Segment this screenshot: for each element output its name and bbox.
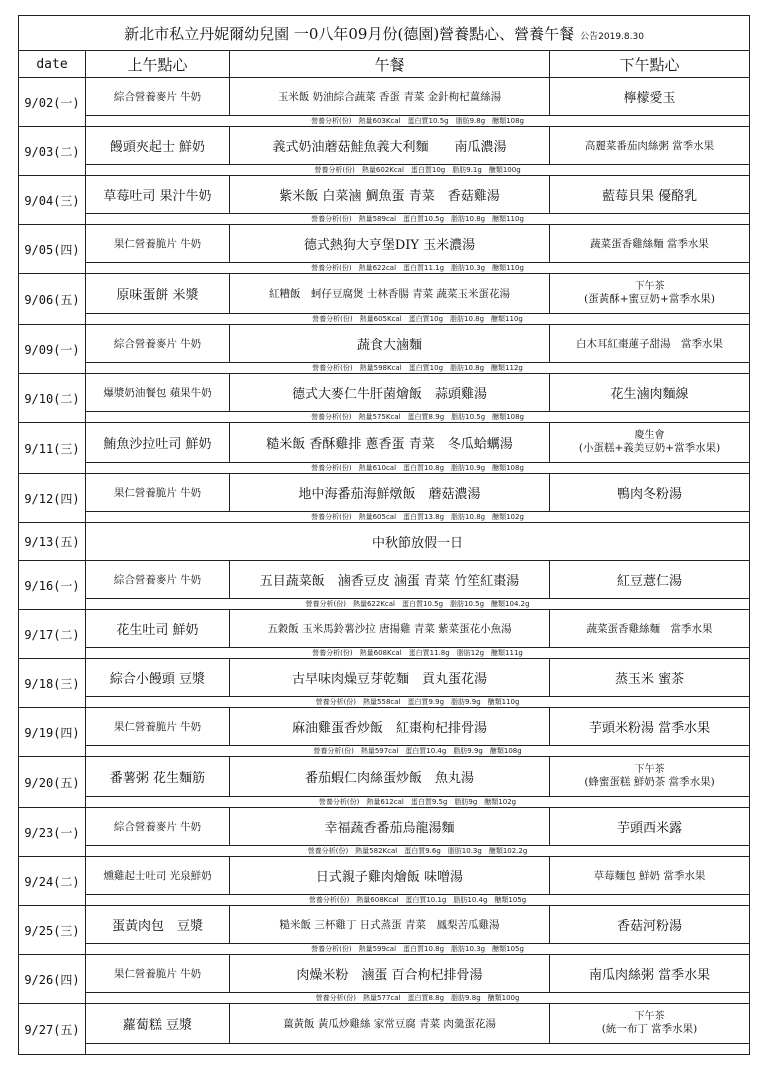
am-snack: 綜合小饅頭 豆漿 xyxy=(86,659,230,697)
pm-snack: 蒸玉米 蜜茶 xyxy=(550,659,750,697)
notice-date: 公告2019.8.30 xyxy=(580,31,644,42)
menu-row xyxy=(19,523,750,561)
menu-row xyxy=(19,78,750,116)
pm-snack: 蔬菜蛋香雞絲麵 當季水果 xyxy=(550,610,750,648)
row-date: 9/20(五) xyxy=(19,757,86,808)
nutrition-info: 營養分析(份) 熱量605Kcal 蛋白質10g 脂肪10.8g 醣類110g xyxy=(86,314,750,325)
menu-row xyxy=(19,1004,750,1044)
lunch-menu: 德式熱狗大亨堡DIY 玉米濃湯 xyxy=(230,225,550,263)
nutrition-row xyxy=(19,648,750,659)
nutrition-row xyxy=(19,263,750,274)
nutrition-row xyxy=(19,512,750,523)
am-snack: 燻雞起士吐司 光泉鮮奶 xyxy=(86,857,230,895)
lunch-menu: 麻油雞蛋香炒飯 紅棗枸杞排骨湯 xyxy=(230,708,550,746)
nutrition-info: 營養分析(份) 熱量622cal 蛋白質11.1g 脂肪10.3g 醣類110g xyxy=(86,263,750,274)
page-title xyxy=(19,16,750,51)
nutrition-info: 營養分析(份) 熱量598Kcal 蛋白質10g 脂肪10.8g 醣類112g xyxy=(86,363,750,374)
menu-row xyxy=(19,857,750,895)
lunch-menu: 五目蔬菜飯 滷香豆皮 滷蛋 青菜 竹笙紅棗湯 xyxy=(230,561,550,599)
pm-snack: 草莓麵包 鮮奶 當季水果 xyxy=(550,857,750,895)
menu-row xyxy=(19,474,750,512)
nutrition-info: 營養分析(份) 熱量612cal 蛋白質9.5g 脂肪9g 醣類102g xyxy=(86,797,750,808)
nutrition-info xyxy=(86,1044,750,1055)
row-date: 9/05(四) xyxy=(19,225,86,274)
menu-row xyxy=(19,659,750,697)
row-date: 9/24(二) xyxy=(19,857,86,906)
nutrition-row xyxy=(19,846,750,857)
am-snack: 綜合營養麥片 牛奶 xyxy=(86,808,230,846)
nutrition-row xyxy=(19,116,750,127)
header-am-snack: 上午點心 xyxy=(86,51,230,78)
lunch-menu: 蔬食大滷麵 xyxy=(230,325,550,363)
pm-snack xyxy=(550,1004,750,1044)
pm-snack-title: 下午茶 xyxy=(634,764,665,775)
nutrition-row xyxy=(19,412,750,423)
pm-snack: 南瓜肉絲粥 當季水果 xyxy=(550,955,750,993)
am-snack: 蛋黃肉包 豆漿 xyxy=(86,906,230,944)
nutrition-row xyxy=(19,746,750,757)
nutrition-row xyxy=(19,1044,750,1055)
am-snack: 綜合營養麥片 牛奶 xyxy=(86,325,230,363)
pm-snack: 高麗菜番茄肉絲粥 當季水果 xyxy=(550,127,750,165)
menu-table xyxy=(18,15,750,1055)
lunch-menu: 紅糟飯 蚵仔豆腐煲 士林香腸 青菜 蔬菜玉米蛋花湯 xyxy=(230,274,550,314)
pm-snack-title: 慶生會 xyxy=(634,430,665,441)
nutrition-info: 營養分析(份) 熱量582Kcal 蛋白質9.6g 脂肪10.3g 醣類102.2g xyxy=(86,846,750,857)
pm-snack-items: (統一布丁 當季水果) xyxy=(601,1023,698,1035)
nutrition-info: 營養分析(份) 熱量575Kcal 蛋白質8.9g 脂肪10.5g 醣類108g xyxy=(86,412,750,423)
menu-row xyxy=(19,757,750,797)
lunch-menu: 糙米飯 三杯雞丁 日式蒸蛋 青菜 鳳梨苦瓜雞湯 xyxy=(230,906,550,944)
lunch-menu: 古早味肉燥豆芽乾麵 貢丸蛋花湯 xyxy=(230,659,550,697)
row-date: 9/11(三) xyxy=(19,423,86,474)
nutrition-row xyxy=(19,463,750,474)
am-snack: 果仁營養脆片 牛奶 xyxy=(86,708,230,746)
title-text: 新北市私立丹妮爾幼兒園 一0八年09月份(德園)營養點心、營養午餐 xyxy=(124,24,575,43)
pm-snack: 藍莓貝果 優酪乳 xyxy=(550,176,750,214)
menu-row xyxy=(19,325,750,363)
am-snack: 鮪魚沙拉吐司 鮮奶 xyxy=(86,423,230,463)
lunch-menu: 德式大麥仁牛肝菌燴飯 蒜頭雞湯 xyxy=(230,374,550,412)
nutrition-row xyxy=(19,944,750,955)
menu-row xyxy=(19,610,750,648)
pm-snack-items: (蜂蜜蛋糕 鮮奶茶 當季水果) xyxy=(584,776,715,788)
lunch-menu: 玉米飯 奶油綜合蔬菜 香蛋 青菜 金針枸杞薑絲湯 xyxy=(230,78,550,116)
nutrition-row xyxy=(19,797,750,808)
menu-row xyxy=(19,374,750,412)
row-date: 9/27(五) xyxy=(19,1004,86,1055)
pm-snack: 芋頭西米露 xyxy=(550,808,750,846)
menu-row xyxy=(19,225,750,263)
nutrition-info: 營養分析(份) 熱量558cal 蛋白質9.9g 脂肪9.9g 醣類110g xyxy=(86,697,750,708)
row-date: 9/19(四) xyxy=(19,708,86,757)
menu-row xyxy=(19,955,750,993)
row-date: 9/03(二) xyxy=(19,127,86,176)
am-snack: 爆漿奶油餐包 蘋果牛奶 xyxy=(86,374,230,412)
pm-snack: 花生滷肉麵線 xyxy=(550,374,750,412)
row-date: 9/26(四) xyxy=(19,955,86,1004)
am-snack: 原味蛋餅 米漿 xyxy=(86,274,230,314)
header-row xyxy=(19,51,750,78)
nutrition-row xyxy=(19,314,750,325)
menu-row xyxy=(19,423,750,463)
row-date: 9/12(四) xyxy=(19,474,86,523)
lunch-menu: 日式親子雞肉燴飯 味噌湯 xyxy=(230,857,550,895)
pm-snack-items: (小蛋糕+義美豆奶+當季水果) xyxy=(578,442,721,454)
pm-snack: 香菇河粉湯 xyxy=(550,906,750,944)
pm-snack-title: 下午茶 xyxy=(634,281,665,292)
row-date: 9/25(三) xyxy=(19,906,86,955)
row-date: 9/17(二) xyxy=(19,610,86,659)
row-date: 9/06(五) xyxy=(19,274,86,325)
menu-row xyxy=(19,906,750,944)
lunch-menu: 五穀飯 玉米馬鈴薯沙拉 唐揚雞 青菜 紫菜蛋花小魚湯 xyxy=(230,610,550,648)
am-snack: 蘿蔔糕 豆漿 xyxy=(86,1004,230,1044)
pm-snack: 蔬菜蛋香雞絲麵 當季水果 xyxy=(550,225,750,263)
pm-snack: 白木耳紅棗蓮子甜湯 當季水果 xyxy=(550,325,750,363)
menu-row xyxy=(19,808,750,846)
menu-row xyxy=(19,176,750,214)
header-pm-snack: 下午點心 xyxy=(550,51,750,78)
lunch-menu: 幸福蔬香番茄烏龍湯麵 xyxy=(230,808,550,846)
lunch-menu: 薑黃飯 黃瓜炒雞絲 家常豆腐 青菜 肉羹蛋花湯 xyxy=(230,1004,550,1044)
lunch-menu: 糙米飯 香酥雞排 蔥香蛋 青菜 冬瓜蛤蠣湯 xyxy=(230,423,550,463)
nutrition-row xyxy=(19,697,750,708)
row-date: 9/16(一) xyxy=(19,561,86,610)
pm-snack-title: 下午茶 xyxy=(634,1011,665,1022)
header-lunch: 午餐 xyxy=(230,51,550,78)
row-date: 9/10(二) xyxy=(19,374,86,423)
nutrition-row xyxy=(19,165,750,176)
lunch-menu: 義式奶油蘑菇鮭魚義大利麵 南瓜濃湯 xyxy=(230,127,550,165)
nutrition-info: 營養分析(份) 熱量599cal 蛋白質10.8g 脂肪10.3g 醣類105g xyxy=(86,944,750,955)
nutrition-info: 營養分析(份) 熱量603Kcal 蛋白質10.5g 脂肪9.8g 醣類108g xyxy=(86,116,750,127)
nutrition-row xyxy=(19,895,750,906)
row-date: 9/04(三) xyxy=(19,176,86,225)
nutrition-info: 營養分析(份) 熱量577cal 蛋白質8.8g 脂肪9.8g 醣類100g xyxy=(86,993,750,1004)
lunch-menu: 地中海番茄海鮮燉飯 蘑菇濃湯 xyxy=(230,474,550,512)
nutrition-info: 營養分析(份) 熱量605cal 蛋白質13.8g 脂肪10.8g 醣類102g xyxy=(86,512,750,523)
am-snack: 綜合營養麥片 牛奶 xyxy=(86,561,230,599)
menu-sheet xyxy=(18,15,749,1055)
nutrition-info: 營養分析(份) 熱量622Kcal 蛋白質10.5g 脂肪10.5g 醣類104.2g xyxy=(86,599,750,610)
pm-snack xyxy=(550,757,750,797)
lunch-menu: 肉燥米粉 滷蛋 百合枸杞排骨湯 xyxy=(230,955,550,993)
holiday-notice: 中秋節放假一日 xyxy=(86,523,750,561)
header-date: date xyxy=(19,51,86,78)
nutrition-info: 營養分析(份) 熱量608Kcal 蛋白質11.8g 脂肪12g 醣類111g xyxy=(86,648,750,659)
row-date: 9/02(一) xyxy=(19,78,86,127)
row-date: 9/13(五) xyxy=(19,523,86,561)
nutrition-info: 營養分析(份) 熱量589cal 蛋白質10.5g 脂肪10.8g 醣類110g xyxy=(86,214,750,225)
menu-row xyxy=(19,708,750,746)
lunch-menu: 番茄蝦仁肉絲蛋炒飯 魚丸湯 xyxy=(230,757,550,797)
am-snack: 果仁營養脆片 牛奶 xyxy=(86,474,230,512)
lunch-menu: 紫米飯 白菜滷 鯛魚蛋 青菜 香菇雞湯 xyxy=(230,176,550,214)
row-date: 9/18(三) xyxy=(19,659,86,708)
pm-snack: 鴨肉冬粉湯 xyxy=(550,474,750,512)
nutrition-row xyxy=(19,363,750,374)
am-snack: 草莓吐司 果汁牛奶 xyxy=(86,176,230,214)
am-snack: 花生吐司 鮮奶 xyxy=(86,610,230,648)
nutrition-row xyxy=(19,214,750,225)
pm-snack-items: (蛋黃酥+蜜豆奶+當季水果) xyxy=(584,293,715,305)
nutrition-info: 營養分析(份) 熱量597cal 蛋白質10.4g 脂肪9.9g 醣類108g xyxy=(86,746,750,757)
nutrition-info: 營養分析(份) 熱量602Kcal 蛋白質10g 脂肪9.1g 醣類100g xyxy=(86,165,750,176)
am-snack: 果仁營養脆片 牛奶 xyxy=(86,955,230,993)
nutrition-info: 營養分析(份) 熱量610cal 蛋白質10.8g 脂肪10.9g 醣類108g xyxy=(86,463,750,474)
menu-row xyxy=(19,274,750,314)
pm-snack: 紅豆薏仁湯 xyxy=(550,561,750,599)
pm-snack xyxy=(550,423,750,463)
am-snack: 饅頭夾起士 鮮奶 xyxy=(86,127,230,165)
row-date: 9/09(一) xyxy=(19,325,86,374)
nutrition-row xyxy=(19,993,750,1004)
menu-row xyxy=(19,127,750,165)
pm-snack xyxy=(550,274,750,314)
pm-snack: 檸檬愛玉 xyxy=(550,78,750,116)
am-snack: 番薯粥 花生麵筋 xyxy=(86,757,230,797)
am-snack: 果仁營養脆片 牛奶 xyxy=(86,225,230,263)
pm-snack: 芋頭米粉湯 當季水果 xyxy=(550,708,750,746)
nutrition-row xyxy=(19,599,750,610)
menu-row xyxy=(19,561,750,599)
am-snack: 綜合營養麥片 牛奶 xyxy=(86,78,230,116)
nutrition-info: 營養分析(份) 熱量608Kcal 蛋白質10.1g 脂肪10.4g 醣類105g xyxy=(86,895,750,906)
row-date: 9/23(一) xyxy=(19,808,86,857)
